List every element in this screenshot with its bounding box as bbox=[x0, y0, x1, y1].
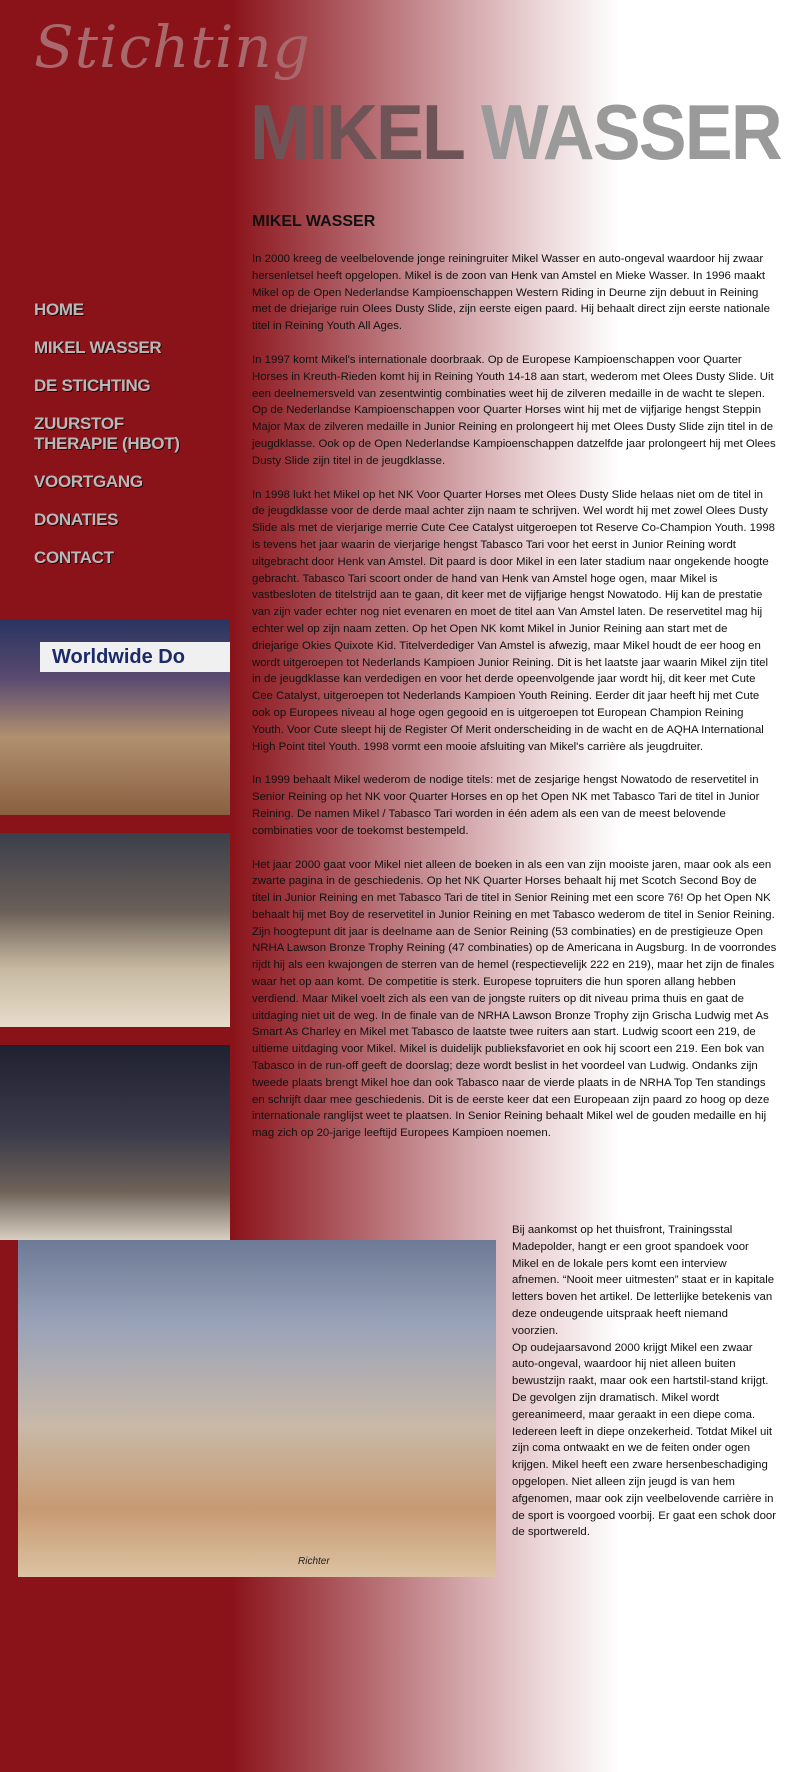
nav-donaties[interactable]: DONATIES bbox=[34, 510, 119, 529]
paragraph: In 2000 kreeg de veelbelovende jonge reiningruiter Mikel Wasser en auto-ongeval waardoor hij zwaar hersenletsel heeft opgelopen. Mikel is de zoon van Henk van Amstel en Mieke Wasser. In 1996 maakt Mikel op de Open Nederlandse Kampioenschappen Western Riding in Deurne zijn debuut in Reining met de driejarige ruin Olees Dusty Slide, zijn eerste eigen paard. Hij behaalt direct zijn eerste nationale titel in Reining Youth All Ages. bbox=[252, 253, 770, 333]
paragraph: Het jaar 2000 gaat voor Mikel niet alleen de boeken in als een van zijn mooiste jaren, maar ook als een zwarte pagina in de geschiedenis. Op het NK Quarter Horses behaalt hij met Scotch Second Boy de titel in Junior Reining en met Tabasco Tari de titel in Senior Reining met een score 76! Op het Open NK behaalt hij met Boy de reservetitel in Junior Reining en met Tabasco wederom de titel in Senior Reining. Zijn hoogtepunt dit jaar is deelname aan de Senior Reining (53 combinaties) en de prestigieuze Open NRHA Lawson Bronze Trophy Reining (47 combinaties) op de Americana in Augsburg. In de voorrondes rijdt hij als een kwajongen de sterren van de hemel (respectievelijk 222 en 219), maar het zijn de finales waar het op aan komt. De competitie is sterk. Europese topruiters die hun sporen allang hebben verdiend. Maar Mikel voelt zich als een van de jongste ruiters op dit niveau prima thuis en gaat de uitdaging niet uit de weg. In de finale van de NRHA Lawson Bronze Trophy zijn Grischa Ludwig met As Smart As Charley en Mikel met Tabasco de laatste twee ruiters aan start. Ludwig scoort een 219, de ultieme uitdaging voor Mikel. Mikel is duidelijk publieksfavoriet en ook hij scoort een 219. Een bok van Tabasco in de run-off geeft de doorslag; deze wordt beslist in het voordeel van Ludwig. Ondanks zijn tweede plaats brengt Mikel hoe dan ook Tabasco naar de vierde plaats in de NRHA Top Ten standings en schrijft daar mee geschiedenis. Dit is de eerste keer dat een Europeaan zijn paard zo hoog op deze internationale ranglijst weet te plaatsen. In Senior Reining behaalt Mikel wel de gouden medaille en hij mag zich op 20-jarige leeftijd Europees Kampioen noemen. bbox=[252, 858, 777, 1140]
nav-de-stichting[interactable]: DE STICHTING bbox=[34, 376, 151, 395]
nav-zuurstof-therapie[interactable]: ZUURSTOF THERAPIE (HBOT) bbox=[34, 414, 180, 453]
paragraph: In 1999 behaalt Mikel wederom de nodige titels: met de zesjarige hengst Nowatodo de reservetitel in Senior Reining op het NK voor Quarter Horses en op het Open NK met Tabasco Tari de titel in Junior Reining. De namen Mikel / Tabasco Tari worden in één adem als een van de meest belovende combinaties voor de toekomst bestempeld. bbox=[252, 774, 760, 837]
photo-signature: Richter bbox=[298, 1556, 330, 1567]
photo-banner-text: Worldwide Do bbox=[40, 642, 230, 672]
logo-word-wasser: WASSER bbox=[480, 88, 781, 176]
nav-mikel-wasser[interactable]: MIKEL WASSER bbox=[34, 338, 162, 357]
logo-script-stichting: Stichting bbox=[34, 13, 311, 81]
photo-reining-slide-stop bbox=[18, 1240, 496, 1577]
paragraph: In 1998 lukt het Mikel op het NK Voor Quarter Horses met Olees Dusty Slide helaas niet om de titel in de jeugdklasse voor de derde maal achter zijn naam te schrijven. Wel wordt hij met zowel Olees Dusty Slide als met de vierjarige merrie Cute Cee Catalyst uitgeroepen tot Reserve Co-Champion Youth. 1998 is tevens het jaar waarin de vierjarige hengst Tabasco Tari voor het eerst in Junior Reining wordt uitgebracht door Henk van Amstel. Dit paard is door Mikel in een later stadium naar ongekende hoogte gebracht. Tabasco Tari scoort onder de hand van Henk van Amstel hoge ogen, maar Mikel is vastbesloten de titelstrijd aan te gaan, dit keer met de vijfjarige hengst Nowatodo. Hij kan de prestatie van zijn vader echter nog niet evenaren en moet de titel aan Van Amstel laten. De reservetitel mag hij echter wel op zijn naam zetten. Op het Open NK komt Mikel in Junior Reining aan start met de driejarige Okies Quixote Kid. Titelverdediger Van Amstel is afwezig, maar Mikel houdt de eer hoog en wordt uitgeroepen tot Nederlands Kampioen Junior Reining. Dit is het laatste jaar waarin Mikel zijn titel in de jeugdklasse kan verdedigen en voor het derde opeenvolgende jaar wordt hij, dit keer met Cute Cee Catalyst, uitgeroepen tot Nederlands Kampioen Youth Reining. Eerder dit jaar heeft hij met Cute ook op Europees niveau al hoge ogen gegooid en is uitgeroepen tot European Champion Reining Youth. Voor Cute sleept hij de Register Of Merit onderscheiding in de wacht en de AQHA International High Point titel Youth. 1998 vormt een mooie afsluiting van Mikel's carrière als jeugdruiter. bbox=[252, 488, 775, 753]
paragraph: In 1997 komt Mikel's internationale doorbraak. Op de Europese Kampioenschappen voor Quarter Horses in Kreuth-Rieden komt hij in Reining Youth 14-18 aan start, wederom met Olees Dusty Slide. Uit een deelnemersveld van zesentwintig combinaties weet hij de zilveren medaille in de wacht te slepen. Op de Nederlandse Kampioenschappen voor Quarter Horses wint hij met de vijfjarige hengst Steppin Major Max de zilveren medaille in Junior Reining en prolongeert hij met Olees Dusty Slide zijn titel in de jeugdklasse. Ook op de Open Nederlandse Kampioenschappen datzelfde jaar prolongeert hij met Olees Dusty Slide zijn titel in de jeugdklasse. bbox=[252, 353, 776, 467]
main-content bbox=[252, 213, 777, 1142]
logo-mikel-wasser bbox=[250, 88, 781, 176]
nav-contact[interactable]: CONTACT bbox=[34, 548, 114, 567]
photo-reining-arena bbox=[0, 833, 230, 1027]
logo-word-mikel: MIKEL bbox=[250, 88, 463, 176]
photo-award-ceremony bbox=[0, 1045, 230, 1240]
paragraph: Bij aankomst op het thuisfront, Trainingsstal Madepolder, hangt er een groot spandoek voor Mikel en de lokale pers komt een interview afnemen. “Nooit meer uitmesten” staat er in kapitale letters boven het artikel. De letterlijke betekenis van deze ondeugende uitspraak heeft niemand voorzien. bbox=[512, 1224, 775, 1337]
paragraph: Op oudejaarsavond 2000 krijgt Mikel een zwaar auto-ongeval, waardoor hij niet alleen buiten bewustzijn raakt, maar ook een hartstil-stand krijgt. De gevolgen zijn dramatisch. Mikel wordt gereanimeerd, maar geraakt in een diepe coma. Iedereen leeft in diepe onzekerheid. Totdat Mikel uit zijn coma ontwaakt en we de feiten onder ogen krijgen. Mikel heeft een zware hersenbeschadiging opgelopen. Niet alleen zijn jeugd is van hem afgenomen, maar ook zijn veelbelovende carrière in de sport is voorgoed voorbij. Er gaat een schok door de sportwereld. bbox=[512, 1341, 777, 1539]
side-text bbox=[512, 1222, 777, 1541]
nav-voortgang[interactable]: VOORTGANG bbox=[34, 472, 143, 491]
photo-reining-ups-banner bbox=[0, 620, 230, 815]
page-title: MIKEL WASSER bbox=[252, 213, 376, 230]
main-nav bbox=[34, 300, 204, 586]
nav-home[interactable]: HOME bbox=[34, 300, 84, 319]
